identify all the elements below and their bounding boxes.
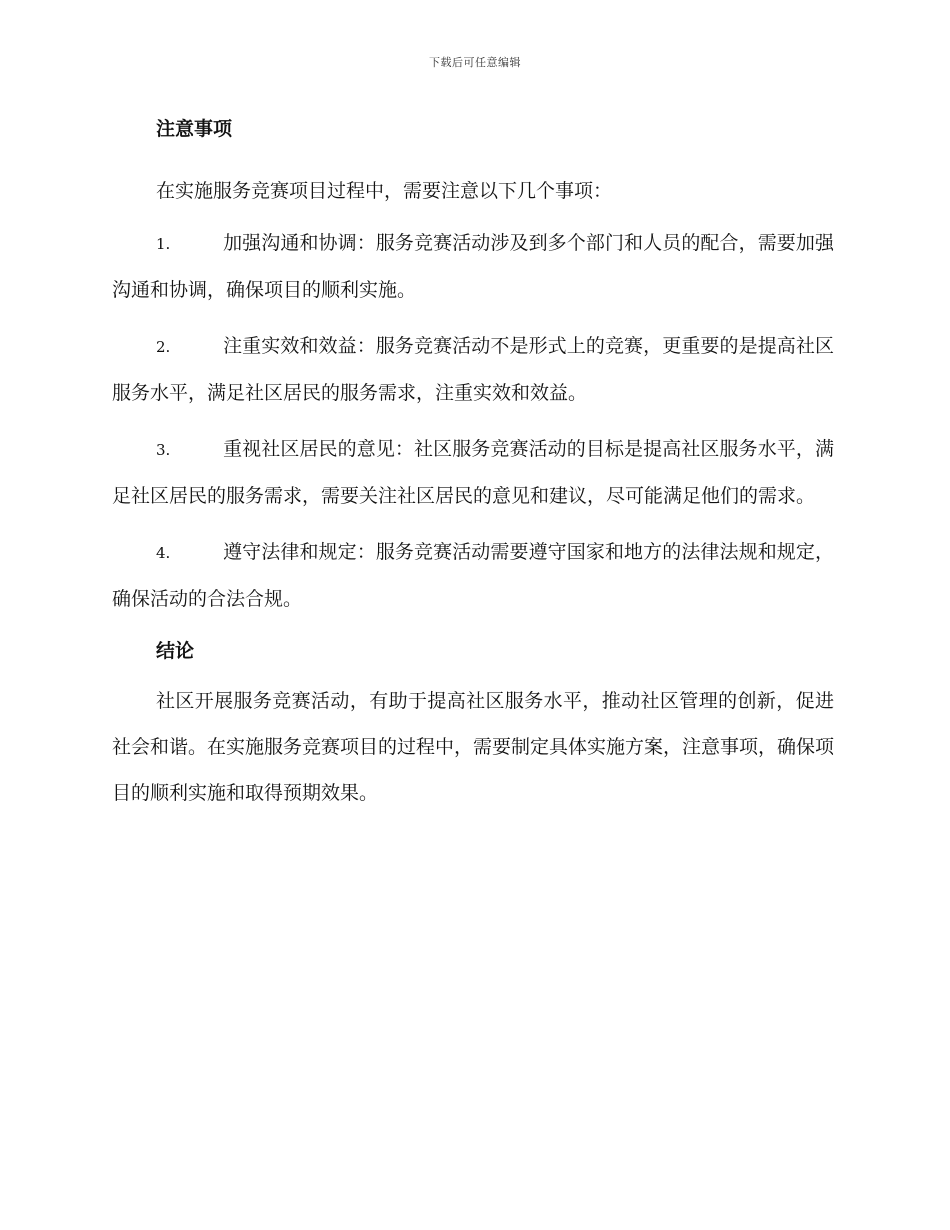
list-item-2 bbox=[112, 323, 834, 416]
conclusion-body: 社区开展服务竞赛活动，有助于提高社区服务水平，推动社区管理的创新，促进社会和谐。在实施服务竞赛项目的过程中，需要制定具体实施方案，注意事项，确保项目的顺利实施和取得预期效果。 bbox=[112, 690, 835, 804]
page-header: 下载后可任意编辑 bbox=[429, 56, 521, 69]
list-item-text: 重视社区居民的意见：社区服务竞赛活动的目标是提高社区服务水平，满足社区居民的服务需求，需要关注社区居民的意见和建议，尽可能满足他们的需求。 bbox=[112, 438, 834, 507]
document-body bbox=[112, 110, 834, 822]
section-title-conclusion: 结论 bbox=[156, 640, 195, 662]
list-number: 1. bbox=[156, 235, 171, 253]
list-item-4 bbox=[112, 529, 834, 622]
list-item-1 bbox=[112, 220, 834, 313]
list-item-text: 注重实效和效益：服务竞赛活动不是形式上的竞赛，更重要的是提高社区服务水平，满足社区居民的服务需求，注重实效和效益。 bbox=[112, 335, 834, 404]
list-number: 4. bbox=[156, 544, 171, 562]
section-intro: 在实施服务竞赛项目过程中，需要注意以下几个事项： bbox=[156, 180, 613, 202]
list-item-text: 加强沟通和协调：服务竞赛活动涉及到多个部门和人员的配合，需要加强沟通和协调，确保项目的顺利实施。 bbox=[112, 232, 834, 301]
list-number: 2. bbox=[156, 338, 171, 356]
list-item-3 bbox=[112, 426, 834, 519]
list-number: 3. bbox=[156, 441, 171, 459]
section-title-notes: 注意事项 bbox=[156, 118, 233, 140]
list-item-text: 遵守法律和规定：服务竞赛活动需要遵守国家和地方的法律法规和规定，确保活动的合法合规。 bbox=[112, 541, 834, 610]
